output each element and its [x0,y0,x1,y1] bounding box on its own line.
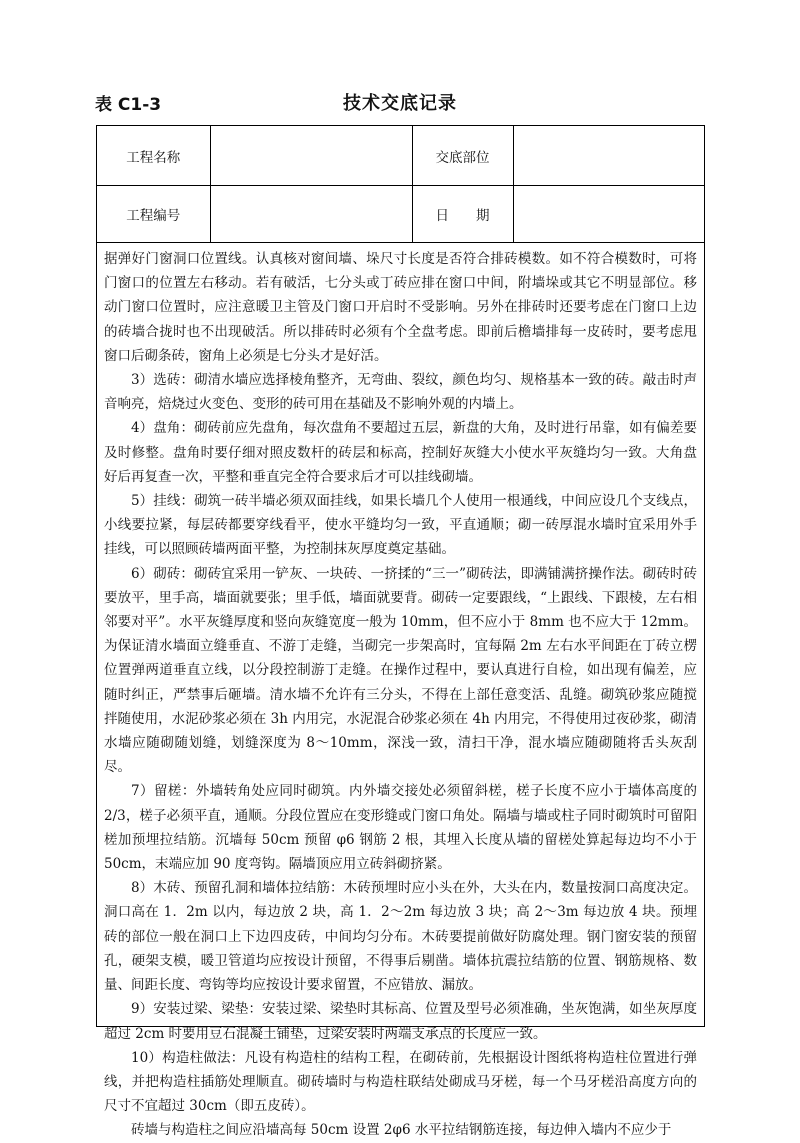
content-paragraph-tie-bars: 砖墙与构造柱之间应沿墙高每 50cm 设置 2φ6 水平拉结钢筋连接，每边伸入墙内不应少于 [131,1122,672,1139]
form-code: 表 C1-3 [95,95,162,115]
project-name-label: 工程名称 [97,126,210,186]
content-paragraph-toothing: 7）留槎：外墙转角处应同时砌筑。内外墙交接处必须留斜槎，槎子长度不应小于墙体高度的 2/3，槎子必须平直，通顺。分段位置应在变形缝或门窗口角处。隔墙与墙或柱子同时砌筑时可留阳槎加预埋拉结筋。沉墙每 50cm 预留 φ6 钢筋 2 根，其埋入长度从墙的留槎处算起每边均不小于 50cm，末端应加 90 度弯钩。隔墙顶应用立砖斜砌挤紧。 [104,783,697,873]
info-row-project-name [97,126,704,186]
record-frame [96,125,705,1139]
document-title: 技术交底记录 [343,93,457,114]
project-name-value[interactable] [210,126,412,186]
handover-section-label: 交底部位 [412,126,513,186]
content-paragraph-lintels: 9）安装过梁、梁垫：安装过梁、梁垫时其标高、位置及型号必须准确，坐灰饱满，如坐灰厚度超过 2cm 时要用豆石混凝土铺垫，过梁安装时两端支承点的长度应一致。 [104,1001,697,1042]
content-paragraph: 据弹好门窗洞口位置线。认真核对窗间墙、垛尺寸长度是否符合排砖模数。如不符合模数时，可将门窗口的位置左右移动。若有破活，七分头或丁砖应排在窗口中间，附墙垛或其它不明显部位。移动门窗口位置时，应注意暖卫主管及门窗口开启时不受影响。另外在排砖时还要考虑在门窗口上边的砖墙合拢时也不出现破活。所以排砖时必须有个全盘考虑。即前后檐墙排每一皮砖时，要考虑甩窗口后砌条砖，窗角上必须是七分头才是好活。 [104,251,697,364]
project-number-value[interactable] [210,186,412,243]
content-paragraph-brick-selection: 3）选砖：砌清水墙应选择棱角整齐，无弯曲、裂纹，颜色均匀、规格基本一致的砖。敲击时声音响亮，焙烧过火变色、变形的砖可用在基础及不影响外观的内墙上。 [104,372,697,413]
content-paragraph-structural-columns: 10）构造柱做法：凡设有构造柱的结构工程，在砌砖前，先根据设计图纸将构造柱位置进行弹线，并把构造柱插筋处理顺直。砌砖墙时与构造柱联结处砌成马牙槎，每一个马牙槎沿高度方向的尺寸不宜超过 30cm（即五皮砖）。 [104,1049,697,1115]
content-paragraph-corner-laying: 4）盘角：砌砖前应先盘角，每次盘角不要超过五层，新盘的大角，及时进行吊靠，如有偏差要及时修整。盘角时要仔细对照皮数杆的砖层和标高，控制好灰缝大小使水平灰缝均匀一致。大角盘好后再复查一次，平整和垂直完全符合要求后才可以挂线砌墙。 [104,420,697,485]
project-number-label: 工程编号 [97,186,210,243]
content-paragraph-wood-bricks: 8）木砖、预留孔洞和墙体拉结筋：木砖预埋时应小头在外，大头在内，数量按洞口高度决定。洞口高在 1．2m 以内，每边放 2 块，高 1．2～2m 每边放 3 块；高 2～3m 每边放 4 块。预埋砖的部位一般在洞口上下边四皮砖，中间均匀分布。木砖要提前做好防腐处理。钢门窗安装的预留孔，硬架支模，暖卫管道均应按设计预留，不得事后剔凿。墙体抗震拉结筋的位置、钢筋规格、数量、间距长度、弯钩等均应按设计要求留置，不应错放、漏放。 [104,880,697,994]
handover-section-value[interactable] [513,126,704,186]
content-paragraph-line-hanging: 5）挂线：砌筑一砖半墙必须双面挂线，如果长墙几个人使用一根通线，中间应设几个支线点，小线要拉紧，每层砖都要穿线看平，使水平缝均匀一致，平直通顺；砌一砖厚混水墙时宜采用外手挂线，可以照顾砖墙两面平整，为控制抹灰厚度奠定基础。 [104,493,697,558]
info-table [97,126,704,243]
handover-content [97,243,704,1143]
date-label: 日 期 [412,186,513,243]
date-value[interactable] [513,186,704,243]
info-row-project-number [97,186,704,243]
content-paragraph-bricklaying: 6）砌砖：砌砖宜采用一铲灰、一块砖、一挤揉的“三一”砌砖法，即满铺满挤操作法。砌砖时砖要放平，里手高，墙面就要张；里手低，墙面就要背。砌砖一定要跟线，“上跟线、下跟棱，左右相邻要对平”。水平灰缝厚度和竖向灰缝宽度一般为 10mm，但不应小于 8mm 也不应大于 12mm。为保证清水墙面立缝垂直、不游丁走缝，当砌完一步架高时，宜每隔 2m 左右水平间距在丁砖立楞位置弹两道垂直立线，以分段控制游丁走缝。在操作过程中，要认真进行自检，如出现有偏差，应随时纠正，严禁事后砸墙。清水墙不允许有三分头，不得在上部任意变活、乱缝。砌筑砂浆应随搅拌随使用，水泥砂浆必须在 3h 内用完，水泥混合砂浆必须在 4h 内用完，不得使用过夜砂浆，砌清水墙应随砌随划缝，划缝深度为 8～10mm，深浅一致，清扫干净，混水墙应随砌随将舌头灰刮尽。 [104,565,697,776]
